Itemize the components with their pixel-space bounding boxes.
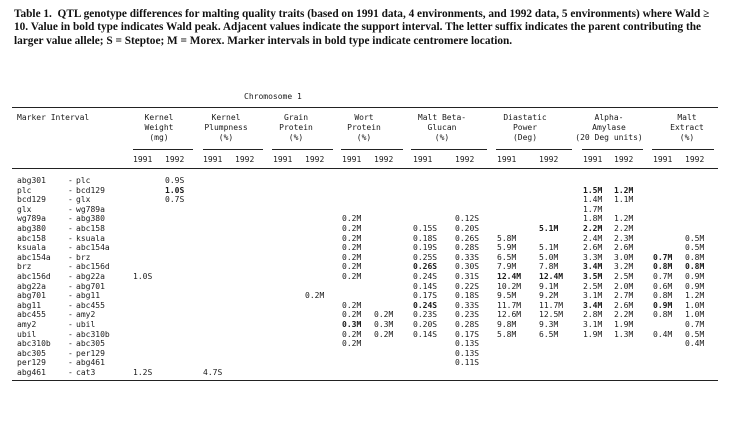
table-cell: 1.0S <box>133 272 153 281</box>
marker-start: abc156d <box>17 272 51 281</box>
marker-end: ubil <box>76 320 96 329</box>
table-cell: 9.5M <box>497 291 517 301</box>
table-cell: 1.0M <box>685 310 705 320</box>
table-cell: 1.5M <box>583 185 603 195</box>
marker-start: brz <box>17 262 32 272</box>
table-cell: 0.12S <box>455 214 480 224</box>
table-cell: 1.7M <box>583 204 603 214</box>
interval-dash: - <box>68 320 73 329</box>
year-header: 1991 <box>342 155 362 164</box>
year-header: 1992 <box>235 155 255 164</box>
year-header: 1991 <box>413 155 433 164</box>
marker-start: plc <box>17 185 32 195</box>
column-group-header: Extract <box>670 123 704 132</box>
table-cell: 0.14S <box>413 281 438 291</box>
year-header: 1991 <box>273 155 293 164</box>
marker-start: abg301 <box>17 176 46 185</box>
marker-start: abg11 <box>17 300 42 310</box>
interval-dash: - <box>68 243 73 253</box>
table-cell: 5.8M <box>497 233 517 243</box>
table-cell: 0.2M <box>342 233 362 243</box>
group-rule <box>652 149 714 150</box>
table-cell: 0.4M <box>653 329 673 339</box>
interval-dash: - <box>68 368 73 377</box>
table-cell: 0.2M <box>342 329 362 339</box>
marker-end: abc158 <box>76 224 105 233</box>
table-cell: 0.8M <box>653 310 673 320</box>
group-rule <box>582 149 643 150</box>
marker-end: abc455 <box>76 300 105 310</box>
table-cell: 7.8M <box>539 262 559 272</box>
table-cell: 2.5M <box>583 281 603 291</box>
group-rule <box>341 149 403 150</box>
year-header: 1991 <box>203 155 223 164</box>
table-cell: 0.9M <box>685 272 705 281</box>
marker-end: abg11 <box>76 291 101 301</box>
marker-end: abg380 <box>76 214 105 224</box>
table-cell: 5.8M <box>497 329 517 339</box>
marker-end: brz <box>76 252 91 262</box>
interval-dash: - <box>68 214 73 224</box>
marker-end: abg22a <box>76 272 105 281</box>
column-group-header: Glucan <box>427 123 457 132</box>
table-cell: 0.19S <box>413 243 438 253</box>
table-cell: 6.5M <box>497 252 517 262</box>
table-cell: 0.18S <box>455 291 480 301</box>
table-cell: 0.2M <box>342 243 362 253</box>
chromosome-label: Chromosome 1 <box>244 92 302 101</box>
year-header: 1991 <box>497 155 517 164</box>
year-header: 1992 <box>165 155 185 164</box>
table-cell: 10.2M <box>497 281 522 291</box>
year-header: 1992 <box>685 155 705 164</box>
table-cell: 2.5M <box>614 272 634 281</box>
table-cell: 0.31S <box>455 272 480 281</box>
marker-start: amy2 <box>17 320 37 329</box>
table-cell: 2.6M <box>614 300 634 310</box>
table-cell: 1.9M <box>614 320 634 329</box>
marker-end: plc <box>76 176 91 185</box>
interval-dash: - <box>68 185 73 195</box>
table-cell: 1.2M <box>614 214 634 224</box>
column-group-header: Alpha- <box>594 113 624 122</box>
interval-dash: - <box>68 300 73 310</box>
top-rule <box>12 107 718 108</box>
year-header: 1992 <box>374 155 394 164</box>
marker-end: abg461 <box>76 358 105 368</box>
marker-end: abg701 <box>76 281 105 291</box>
table-cell: 1.2S <box>133 368 153 377</box>
table-cell: 12.4M <box>497 272 522 281</box>
table-cell: 0.2M <box>342 310 362 320</box>
table-cell: 0.7M <box>685 320 705 329</box>
marker-start: bcd129 <box>17 195 46 205</box>
table-cell: 0.11S <box>455 358 480 368</box>
marker-start: wg789a <box>17 214 46 224</box>
table-cell: 9.2M <box>539 291 559 301</box>
table-cell: 0.8M <box>653 291 673 301</box>
column-group-header: Malt <box>677 113 697 122</box>
table-cell: 2.8M <box>583 310 603 320</box>
table-cell: 0.23S <box>455 310 480 320</box>
table-cell: 0.22S <box>455 281 480 291</box>
marker-start: abc455 <box>17 310 46 320</box>
table-cell: 5.1M <box>539 224 559 233</box>
table-cell: 12.5M <box>539 310 564 320</box>
marker-end: wg789a <box>76 204 105 214</box>
table-cell: 0.25S <box>413 252 438 262</box>
marker-end: abc310b <box>76 329 110 339</box>
table-cell: 0.13S <box>455 339 480 349</box>
marker-end: abc154a <box>76 243 110 253</box>
table-cell: 0.15S <box>413 224 438 233</box>
table-cell: 0.26S <box>413 262 438 272</box>
table-cell: 1.2M <box>614 185 634 195</box>
table-cell: 0.6M <box>653 281 673 291</box>
table-cell: 0.18S <box>413 233 438 243</box>
table-cell: 1.9M <box>583 329 603 339</box>
interval-dash: - <box>68 224 73 233</box>
table-cell: 9.3M <box>539 320 559 329</box>
table-cell: 0.14S <box>413 329 438 339</box>
table-cell: 1.2M <box>685 291 705 301</box>
table-cell: 12.6M <box>497 310 522 320</box>
table-cell: 7.9M <box>497 262 517 272</box>
column-group-header: (mg) <box>149 133 169 142</box>
marker-start: abg22a <box>17 281 46 291</box>
table-cell: 9.1M <box>539 281 559 291</box>
marker-start: abg461 <box>17 368 46 377</box>
table-cell: 3.3M <box>583 252 603 262</box>
table-cell: 0.26S <box>455 233 480 243</box>
marker-start: abg701 <box>17 291 46 301</box>
table-cell: 0.13S <box>455 348 480 358</box>
table-cell: 0.4M <box>685 339 705 349</box>
table-cell: 0.2M <box>342 214 362 224</box>
interval-dash: - <box>68 291 73 301</box>
table-cell: 3.2M <box>614 262 634 272</box>
column-group-header: Amylase <box>592 123 626 132</box>
table-cell: 0.17S <box>455 329 480 339</box>
table-cell: 4.7S <box>203 368 223 377</box>
group-rule <box>203 149 263 150</box>
column-group-header: (%) <box>356 133 372 142</box>
interval-dash: - <box>68 310 73 320</box>
marker-start: abc305 <box>17 348 46 358</box>
table-cell: 0.28S <box>455 320 480 329</box>
table-cell: 0.2M <box>374 329 394 339</box>
table-cell: 0.2M <box>374 310 394 320</box>
table-cell: 3.4M <box>583 262 603 272</box>
table-cell: 0.24S <box>413 300 438 310</box>
table-cell: 0.9S <box>165 176 185 185</box>
table-cell: 0.28S <box>455 243 480 253</box>
table-cell: 3.4M <box>583 300 603 310</box>
table-cell: 11.7M <box>539 300 564 310</box>
marker-end: abc305 <box>76 339 105 349</box>
column-group-header: Grain <box>283 113 309 122</box>
table-cell: 3.5M <box>583 272 603 281</box>
table-cell: 2.4M <box>583 233 603 243</box>
marker-start: abc158 <box>17 233 46 243</box>
column-group-header: Power <box>512 123 538 132</box>
table-cell: 0.8M <box>685 262 705 272</box>
table-cell: 0.7M <box>653 252 673 262</box>
column-group-header: Plumpness <box>204 123 248 132</box>
marker-end: cat3 <box>76 368 96 377</box>
caption-label: Table 1. <box>14 8 52 20</box>
column-group-header: (%) <box>218 133 234 142</box>
year-header: 1991 <box>653 155 673 164</box>
group-rule <box>496 149 572 150</box>
table-cell: 0.5M <box>685 233 705 243</box>
table-cell: 2.2M <box>614 310 634 320</box>
table-cell: 0.7M <box>653 272 673 281</box>
table-cell: 1.3M <box>614 329 634 339</box>
interval-dash: - <box>68 233 73 243</box>
table-cell: 12.4M <box>539 272 564 281</box>
column-group-header: Kernel <box>144 113 174 122</box>
table-cell: 0.2M <box>342 252 362 262</box>
caption-text: QTL genotype differences for malting quality traits (based on 1991 data, 4 environments, and 1992 data, 5 environments) where Wald ≥ 10. Value in bold type indicates Wald peak. Adjacent values indicate the support interval. The letter suffix indicates the parent contributing the larger value allele; S = Steptoe; M = Morex. Marker intervals in bold type indicate centromere location. <box>14 8 710 47</box>
marker-start: ubil <box>17 329 37 339</box>
table-cell: 2.2M <box>614 224 634 233</box>
column-group-header: Kernel <box>211 113 241 122</box>
marker-start: per129 <box>17 358 46 368</box>
table-cell: 0.2M <box>305 291 325 301</box>
interval-dash: - <box>68 176 73 185</box>
table-cell: 0.3M <box>374 320 394 329</box>
year-header: 1992 <box>614 155 634 164</box>
marker-end: bcd129 <box>76 185 105 195</box>
table-cell: 2.2M <box>583 224 603 233</box>
table-cell: 0.23S <box>413 310 438 320</box>
group-rule <box>411 149 487 150</box>
table-cell: 1.1M <box>614 195 634 205</box>
table-cell: 1.4M <box>583 195 603 205</box>
column-group-header: (%) <box>679 133 695 142</box>
table-cell: 2.6M <box>583 243 603 253</box>
table-cell: 0.33S <box>455 300 480 310</box>
table-cell: 11.7M <box>497 300 522 310</box>
table-cell: 0.2M <box>342 262 362 272</box>
column-group-header: (%) <box>434 133 450 142</box>
interval-dash: - <box>68 339 73 349</box>
interval-dash: - <box>68 262 73 272</box>
table-cell: 0.8M <box>653 262 673 272</box>
interval-dash: - <box>68 358 73 368</box>
interval-dash: - <box>68 281 73 291</box>
table-cell: 0.24S <box>413 272 438 281</box>
interval-dash: - <box>68 329 73 339</box>
group-rule <box>133 149 193 150</box>
bottom-rule <box>12 380 718 381</box>
marker-end: abc156d <box>76 262 110 272</box>
table-cell: 0.2M <box>342 272 362 281</box>
table-cell: 6.5M <box>539 329 559 339</box>
interval-dash: - <box>68 348 73 358</box>
marker-start: abg380 <box>17 224 46 233</box>
header-rule <box>12 168 718 169</box>
marker-start: glx <box>17 204 32 214</box>
table-cell: 9.8M <box>497 320 517 329</box>
table-cell: 1.0S <box>165 185 185 195</box>
table-cell: 0.5M <box>685 243 705 253</box>
year-header: 1992 <box>305 155 325 164</box>
table-cell: 5.0M <box>539 252 559 262</box>
marker-interval-header: Marker Interval <box>17 113 90 122</box>
column-group-header: Diastatic <box>503 113 547 122</box>
table-cell: 5.1M <box>539 243 559 253</box>
table-cell: 0.5M <box>685 329 705 339</box>
table-cell: 0.33S <box>455 252 480 262</box>
interval-dash: - <box>68 195 73 205</box>
interval-dash: - <box>68 252 73 262</box>
column-group-header: (Deg) <box>512 133 538 142</box>
table-cell: 0.2M <box>342 339 362 349</box>
table-cell: 1.0M <box>685 300 705 310</box>
table-cell: 2.0M <box>614 281 634 291</box>
marker-end: per129 <box>76 348 105 358</box>
column-group-header: Wort <box>354 113 374 122</box>
table-cell: 0.30S <box>455 262 480 272</box>
table-cell: 2.3M <box>614 233 634 243</box>
marker-end: glx <box>76 195 91 205</box>
table-cell: 5.9M <box>497 243 517 253</box>
column-group-header: (20 Deg units) <box>575 133 643 142</box>
table-cell: 0.9M <box>685 281 705 291</box>
table-cell: 0.7S <box>165 195 185 205</box>
table-cell: 2.6M <box>614 243 634 253</box>
year-header: 1991 <box>583 155 603 164</box>
table-cell: 0.2M <box>342 300 362 310</box>
year-header: 1992 <box>539 155 559 164</box>
marker-end: amy2 <box>76 310 96 320</box>
table-cell: 0.20S <box>455 224 480 233</box>
marker-start: abc154a <box>17 252 51 262</box>
column-group-header: Weight <box>144 123 174 132</box>
table-cell: 0.17S <box>413 291 438 301</box>
table-cell: 0.3M <box>342 320 362 329</box>
marker-start: ksuala <box>17 243 46 253</box>
table-cell: 3.0M <box>614 252 634 262</box>
table-cell: 2.7M <box>614 291 634 301</box>
table-cell: 0.20S <box>413 320 438 329</box>
column-group-header: Malt Beta- <box>417 113 467 122</box>
table-cell: 0.2M <box>342 224 362 233</box>
interval-dash: - <box>68 272 73 281</box>
year-header: 1992 <box>455 155 475 164</box>
year-header: 1991 <box>133 155 153 164</box>
table-cell: 0.9M <box>653 300 673 310</box>
interval-dash: - <box>68 204 73 214</box>
table-cell: 0.8M <box>685 252 705 262</box>
column-group-header: (%) <box>288 133 304 142</box>
group-rule <box>272 149 333 150</box>
table-cell: 3.1M <box>583 320 603 329</box>
table-cell: 3.1M <box>583 291 603 301</box>
marker-start: abc310b <box>17 339 51 349</box>
column-group-header: Protein <box>347 123 381 132</box>
marker-end: ksuala <box>76 233 105 243</box>
column-group-header: Protein <box>279 123 313 132</box>
table-cell: 1.8M <box>583 214 603 224</box>
